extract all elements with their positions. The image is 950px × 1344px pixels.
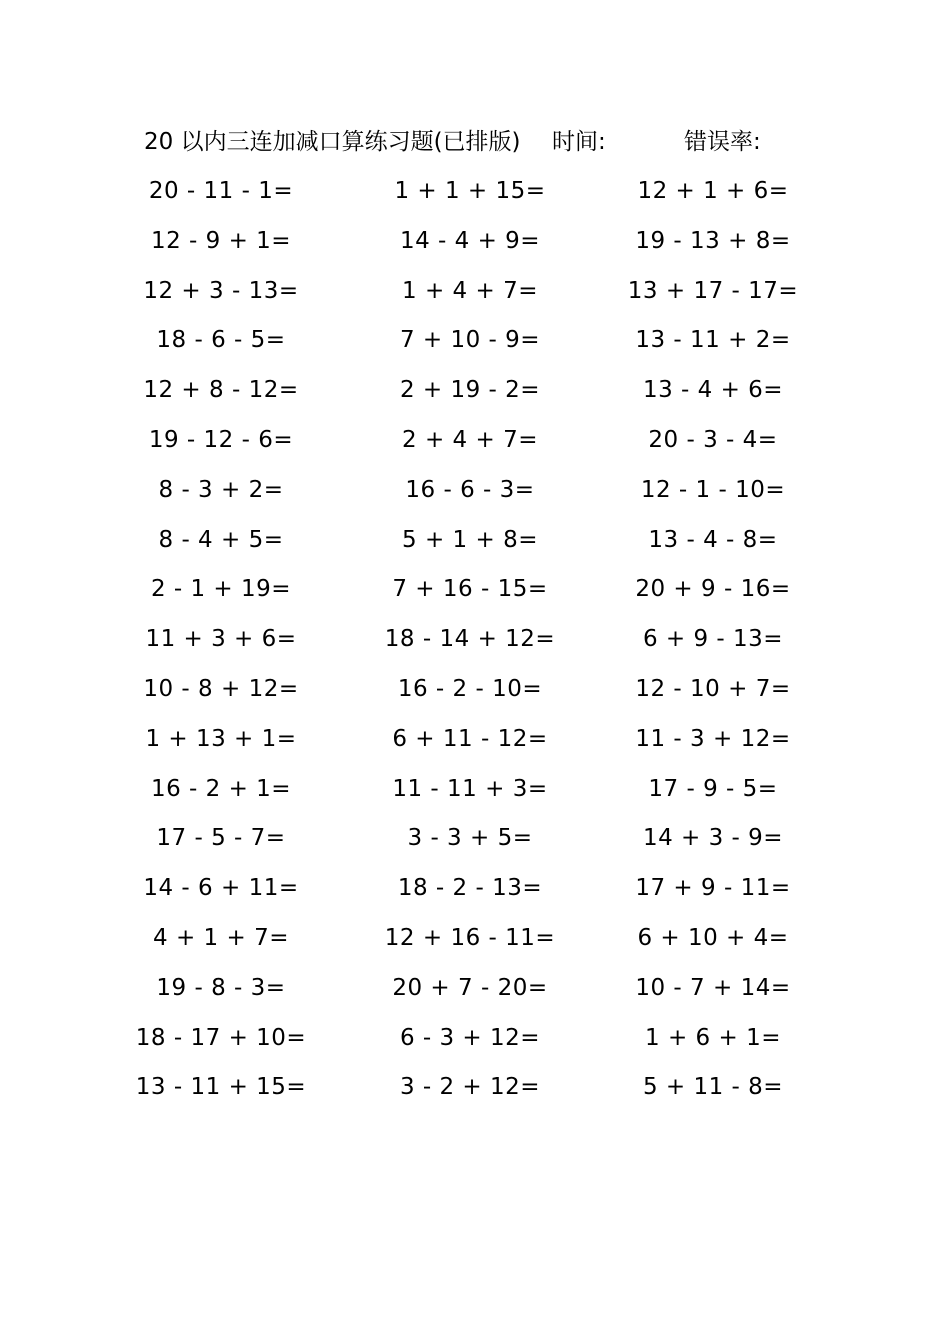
- problem: 17 - 5 - 7=: [156, 825, 286, 852]
- problem: 10 - 8 + 12=: [143, 675, 299, 702]
- problem: 17 + 9 - 11=: [635, 875, 791, 902]
- time-label: 时间:: [552, 129, 606, 155]
- problem: 11 + 3 + 6=: [145, 626, 297, 653]
- problem: 16 - 2 - 10=: [397, 675, 543, 702]
- problem: 18 - 2 - 13=: [397, 875, 543, 902]
- problem-row: [0, 172, 950, 222]
- worksheet-title: 20 以内三连加减口算练习题(已排版): [144, 129, 521, 155]
- problem-row: [0, 919, 950, 969]
- problem-row: [0, 819, 950, 869]
- problem: 13 + 17 - 17=: [627, 277, 799, 304]
- problem: 12 - 10 + 7=: [635, 675, 791, 702]
- problem-grid: [0, 172, 950, 1118]
- problem: 14 + 3 - 9=: [642, 825, 784, 852]
- problem-row: [0, 570, 950, 620]
- problem: 19 - 12 - 6=: [148, 426, 294, 453]
- problem: 12 + 8 - 12=: [143, 377, 299, 404]
- problem: 6 + 10 + 4=: [637, 924, 789, 951]
- problem: 16 - 6 - 3=: [405, 476, 535, 503]
- problem: 10 - 7 + 14=: [635, 974, 791, 1001]
- problem: 4 + 1 + 7=: [153, 924, 289, 951]
- problem: 12 + 3 - 13=: [143, 277, 299, 304]
- problem: 11 - 3 + 12=: [635, 725, 791, 752]
- problem: 1 + 13 + 1=: [145, 725, 297, 752]
- problem: 5 + 11 - 8=: [642, 1074, 784, 1101]
- problem-row: [0, 620, 950, 670]
- problem-row: [0, 272, 950, 322]
- problem: 12 - 9 + 1=: [150, 227, 292, 254]
- problem-row: [0, 321, 950, 371]
- problem: 3 - 3 + 5=: [407, 825, 533, 852]
- problem: 18 - 6 - 5=: [156, 327, 286, 354]
- problem: 5 + 1 + 8=: [402, 526, 538, 553]
- problem: 11 - 11 + 3=: [392, 775, 548, 802]
- problem-row: [0, 222, 950, 272]
- problem: 20 + 9 - 16=: [635, 576, 791, 603]
- problem-row: [0, 969, 950, 1019]
- problem: 7 + 10 - 9=: [399, 327, 541, 354]
- problem: 2 + 19 - 2=: [399, 377, 541, 404]
- problem-row: [0, 869, 950, 919]
- problem-row: [0, 770, 950, 820]
- problem: 17 - 9 - 5=: [648, 775, 778, 802]
- problem: 14 - 6 + 11=: [143, 875, 299, 902]
- problem-row: [0, 720, 950, 770]
- problem: 8 - 3 + 2=: [158, 476, 284, 503]
- problem: 19 - 8 - 3=: [156, 974, 286, 1001]
- problem: 12 - 1 - 10=: [640, 476, 786, 503]
- problem-row: [0, 421, 950, 471]
- problem-row: [0, 1068, 950, 1118]
- problem: 14 - 4 + 9=: [399, 227, 541, 254]
- problem-row: [0, 371, 950, 421]
- problem: 16 - 2 + 1=: [150, 775, 292, 802]
- problem: 3 - 2 + 12=: [399, 1074, 541, 1101]
- problem: 12 + 16 - 11=: [384, 924, 556, 951]
- problem: 2 - 1 + 19=: [150, 576, 292, 603]
- problem: 13 - 11 + 2=: [635, 327, 791, 354]
- problem-row: [0, 521, 950, 571]
- problem-row: [0, 1019, 950, 1069]
- problem: 2 + 4 + 7=: [402, 426, 538, 453]
- problem: 6 - 3 + 12=: [399, 1024, 541, 1051]
- problem: 1 + 1 + 15=: [394, 178, 546, 204]
- problem: 13 - 4 - 8=: [648, 526, 778, 553]
- problem-row: [0, 670, 950, 720]
- problem-row: [0, 471, 950, 521]
- problem: 18 - 17 + 10=: [135, 1024, 307, 1051]
- problem: 18 - 14 + 12=: [384, 626, 556, 653]
- problem: 6 + 9 - 13=: [642, 626, 784, 653]
- problem: 7 + 16 - 15=: [392, 576, 548, 603]
- problem: 13 - 4 + 6=: [642, 377, 784, 404]
- problem: 12 + 1 + 6=: [637, 178, 789, 204]
- problem: 8 - 4 + 5=: [158, 526, 284, 553]
- problem: 19 - 13 + 8=: [635, 227, 791, 254]
- problem: 6 + 11 - 12=: [392, 725, 548, 752]
- problem: 20 + 7 - 20=: [392, 974, 548, 1001]
- problem: 1 + 6 + 1=: [645, 1024, 781, 1051]
- problem: 20 - 11 - 1=: [148, 178, 294, 204]
- problem: 1 + 4 + 7=: [402, 277, 538, 304]
- problem: 13 - 11 + 15=: [135, 1074, 307, 1101]
- worksheet-header: [0, 124, 950, 160]
- error-rate-label: 错误率:: [684, 129, 761, 155]
- problem: 20 - 3 - 4=: [648, 426, 778, 453]
